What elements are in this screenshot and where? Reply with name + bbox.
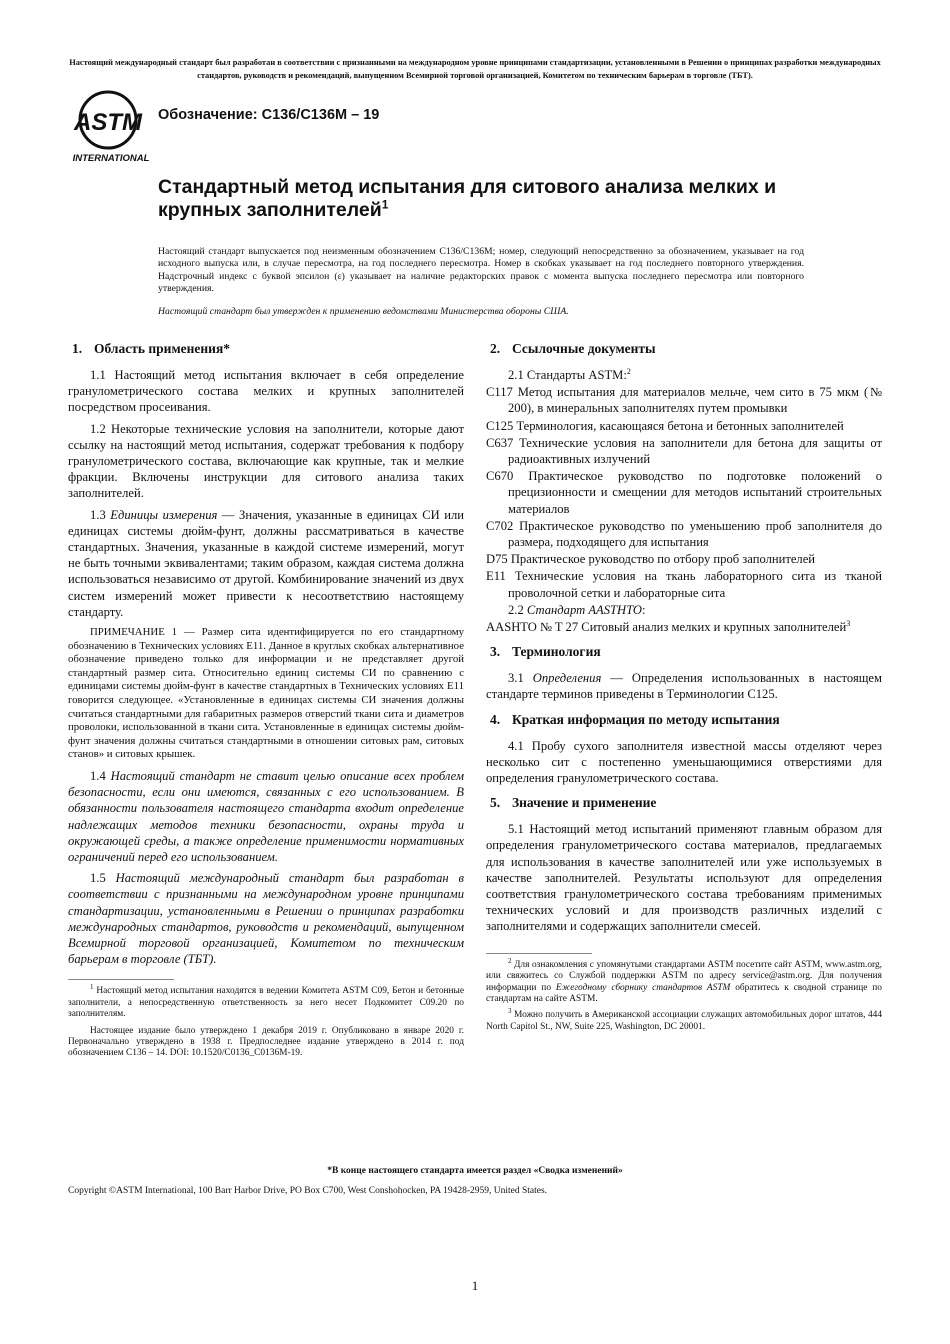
- intro-paragraph: Настоящий стандарт выпускается под неизменным обозначением C136/C136M; номер, следующий непосредственно за обозначением, указывает на год исходного выпуска или, в случае пересмотра, на год последнего пересмотра. Номер в скобках указывает на год последнего повторного утверждения. Надстрочный индекс с буквой эпсилон (ε) указывает на наличие редакторских правок с момента выпуска последнего пересмотра или повторного утверждения.: [158, 246, 804, 294]
- title-footnote-mark: 1: [381, 197, 389, 212]
- footnote-1a: $^1$ Настоящий метод испытания находятся в ведении Комитета ASTM C09, Бетон и бетонные заполнители, а непосредственную ответственность за него несет Подкомитет C09.20 по заполнителям.: [68, 983, 464, 1020]
- left-column: [68, 340, 464, 1065]
- section-heading-1: 1. Область применения*: [72, 341, 231, 356]
- approval-note: Настоящий стандарт был утвержден к применению ведомствами Министерства обороны США.: [158, 306, 569, 317]
- ref-c670: C670 Практическое руководство по подготовке положений о прецизионности и смещении для методов испытаний строительных материалов: [486, 469, 882, 516]
- summary-of-changes-note: *В конце настоящего стандарта имеется раздел «Сводка изменений»: [327, 1166, 623, 1176]
- ref-c125: C125 Терминология, касающаяся бетона и бетонных заполнителей: [486, 418, 844, 433]
- page-number: 1: [471, 1278, 479, 1293]
- section-heading-3: 3. Терминология: [490, 644, 601, 660]
- section-heading-5: 5. Значение и применение: [490, 795, 657, 811]
- subsection-2-1: 2.1 Стандарты ASTM:$^2$: [508, 366, 631, 382]
- para-1-1: 1.1 Настоящий метод испытания включает в себя определение гранулометрического состава мелких и крупных заполнителей посредством просеивания.: [68, 368, 464, 415]
- footnote-3: $^3$ Можно получить в Американской ассоциации служащих автомобильных дорог штатов, 444 North Capitol St., NW, Suite 225, Washington, DC 20001.: [486, 1007, 883, 1032]
- ref-c702: C702 Практическое руководство по уменьшению проб заполнителя до размера, подходящего для испытания: [486, 518, 882, 550]
- footnote-2: $^2$ Для ознакомления с упомянутыми стандартами ASTM посетите сайт ASTM, www.astm.org, или свяжитесь со Службой поддержки ASTM по адресу service@astm.org. Для получения информации по Ежегодному сборнику стандартов ASTM обратитесь к сводной странице по стандартам на сайте ASTM.: [486, 956, 882, 1004]
- para-3-1: 3.1 Определения — Определения использованных в настоящем стандарте терминов приведены в Терминологии C125.: [486, 671, 882, 702]
- logo-subtext: INTERNATIONAL: [72, 153, 150, 164]
- subsection-2-2: 2.2 Стандарт AASTHTO:: [508, 602, 646, 617]
- para-1-2: 1.2 Некоторые технические условия на заполнители, которые дают ссылку на настоящий метод испытания, содержат требования к подбору гранулометрического состава, включающие как крупные, так и мелкие фракции. Включены инструкции для ситового анализа таких заполнителей.: [68, 421, 464, 501]
- document-title: [158, 176, 858, 222]
- ref-d75: D75 Практическое руководство по отбору проб заполнителей: [486, 552, 816, 567]
- ref-e11: E11 Технические условия на ткань лабораторного сита из тканой проволочной сетки и лабораторные сита: [486, 569, 882, 600]
- footnote-divider-right: [486, 953, 592, 954]
- ref-aashto: AASHTO № T 27 Ситовый анализ мелких и крупных заполнителей$^3$: [486, 618, 851, 635]
- designation: Обозначение: C136/C136M – 19: [158, 107, 380, 123]
- para-1-4: 1.4 Настоящий стандарт не ставит целью описание всех проблем безопасности, если они имеются, связанных с его использованием. В обязанности пользователя настоящего стандарта входит определение надлежащих методов техники безопасности, охраны труда и окружающей среды, а также определение применимости нормативных ограничений перед его использованием.: [68, 768, 464, 864]
- footnote-divider: [68, 979, 174, 980]
- copyright-line: Copyright ©ASTM International, 100 Barr Harbor Drive, PO Box C700, West Conshohocken, PA 19428-2959, United States.: [68, 1186, 548, 1196]
- right-column: [486, 340, 882, 1038]
- footnote-1b: Настоящее издание было утверждено 1 декабря 2019 г. Опубликовано в январе 2020 г. Первоначально утверждено в 1938 г. Предпоследнее издание утверждено в 2014 г. под обозначением C136 – 14. DOI: 10.1520/C0136_C0136M-19.: [68, 1025, 464, 1059]
- note-1: ПРИМЕЧАНИЕ 1 — Размер сита идентифицируется по его стандартному обозначению в Технических условиях E11. Данное в круглых скобках альтернативное обозначение приведено только для информации и не представляет другой стандартный размер сита. Относительно единиц системы СИ по сравнению с единицами системы дюйм-фунт в качестве стандартных в Технических условиях E11 говорится следующее. «Установленные в единицах системы СИ значения должны считаться стандартными для габаритных размеров отверстий ткани сита и диаметров проволоки, использованной в ткани сита. Установленные в единицах системы дюйм-фунт значения должны считаться стандартными в отношении ситовых рам, ситовых станов» и ситовых крышек.: [68, 626, 464, 761]
- section-heading-2: 2. Ссылочные документы: [490, 341, 656, 356]
- title-text: Стандартный метод испытания для ситового анализа мелких и крупных заполнителей: [158, 176, 777, 221]
- ref-c637: C637 Технические условия на заполнители для бетона для защиты от радиоактивных излучений: [486, 435, 882, 467]
- para-5-1: 5.1 Настоящий метод испытаний применяют главным образом для определения гранулометрического состава материалов, предлагаемых для использования в качестве заполнителей или уже используемых в качестве заполнителей. Результаты используют для определения соответствия гранулометрического состава требованиям применимых технических условий и для производств различных изделий с заполнителями и содержащих заполнители смесей.: [486, 822, 882, 934]
- para-1-5: 1.5 Настоящий международный стандарт был разработан в соответствии с признанными на международном уровне принципами стандартизации, установленными в Решении о принципах разработки международных стандартов, руководств и рекомендаций, выпущенном Всемирной торговой организацией, Комитетом по техническим барьерам в торговле (ТБТ).: [68, 871, 464, 967]
- para-4-1: 4.1 Пробу сухого заполнителя известной массы отделяют через несколько сит с постепенно уменьшающимися отверстиями для определения гранулометрического состава.: [486, 738, 882, 786]
- header-notice: Настоящий международный стандарт был разработан в соответствии с признанными на международном уровне принципами стандартизации, установленными в Решении о принципах разработки международных стандартов, руководств и рекомендаций, выпущенном Всемирной торговой организацией, Комитетом по техническим барьерам в торговле (ТБТ).: [69, 58, 881, 80]
- logo-text: ASTM: [74, 109, 142, 136]
- astm-logo: [68, 88, 154, 166]
- para-1-3: 1.3 Единицы измерения — Значения, указанные в единицах СИ или единицах системы дюйм-фунт, должны рассматриваться в качестве стандартных. Значения, указанные в каждой системе измерений, могут не быть точными эквивалентами; таким образом, каждая система должна использоваться независимо от другой. Комбинирование значений из двух систем измерений может привести к несоответствию настоящему стандарту.: [68, 507, 464, 619]
- ref-c117: C117 Метод испытания для материалов мельче, чем сито в 75 мкм (№ 200), в минеральных заполнителях путем промывки: [486, 385, 882, 416]
- section-heading-4: 4. Краткая информация по методу испытания: [490, 711, 780, 727]
